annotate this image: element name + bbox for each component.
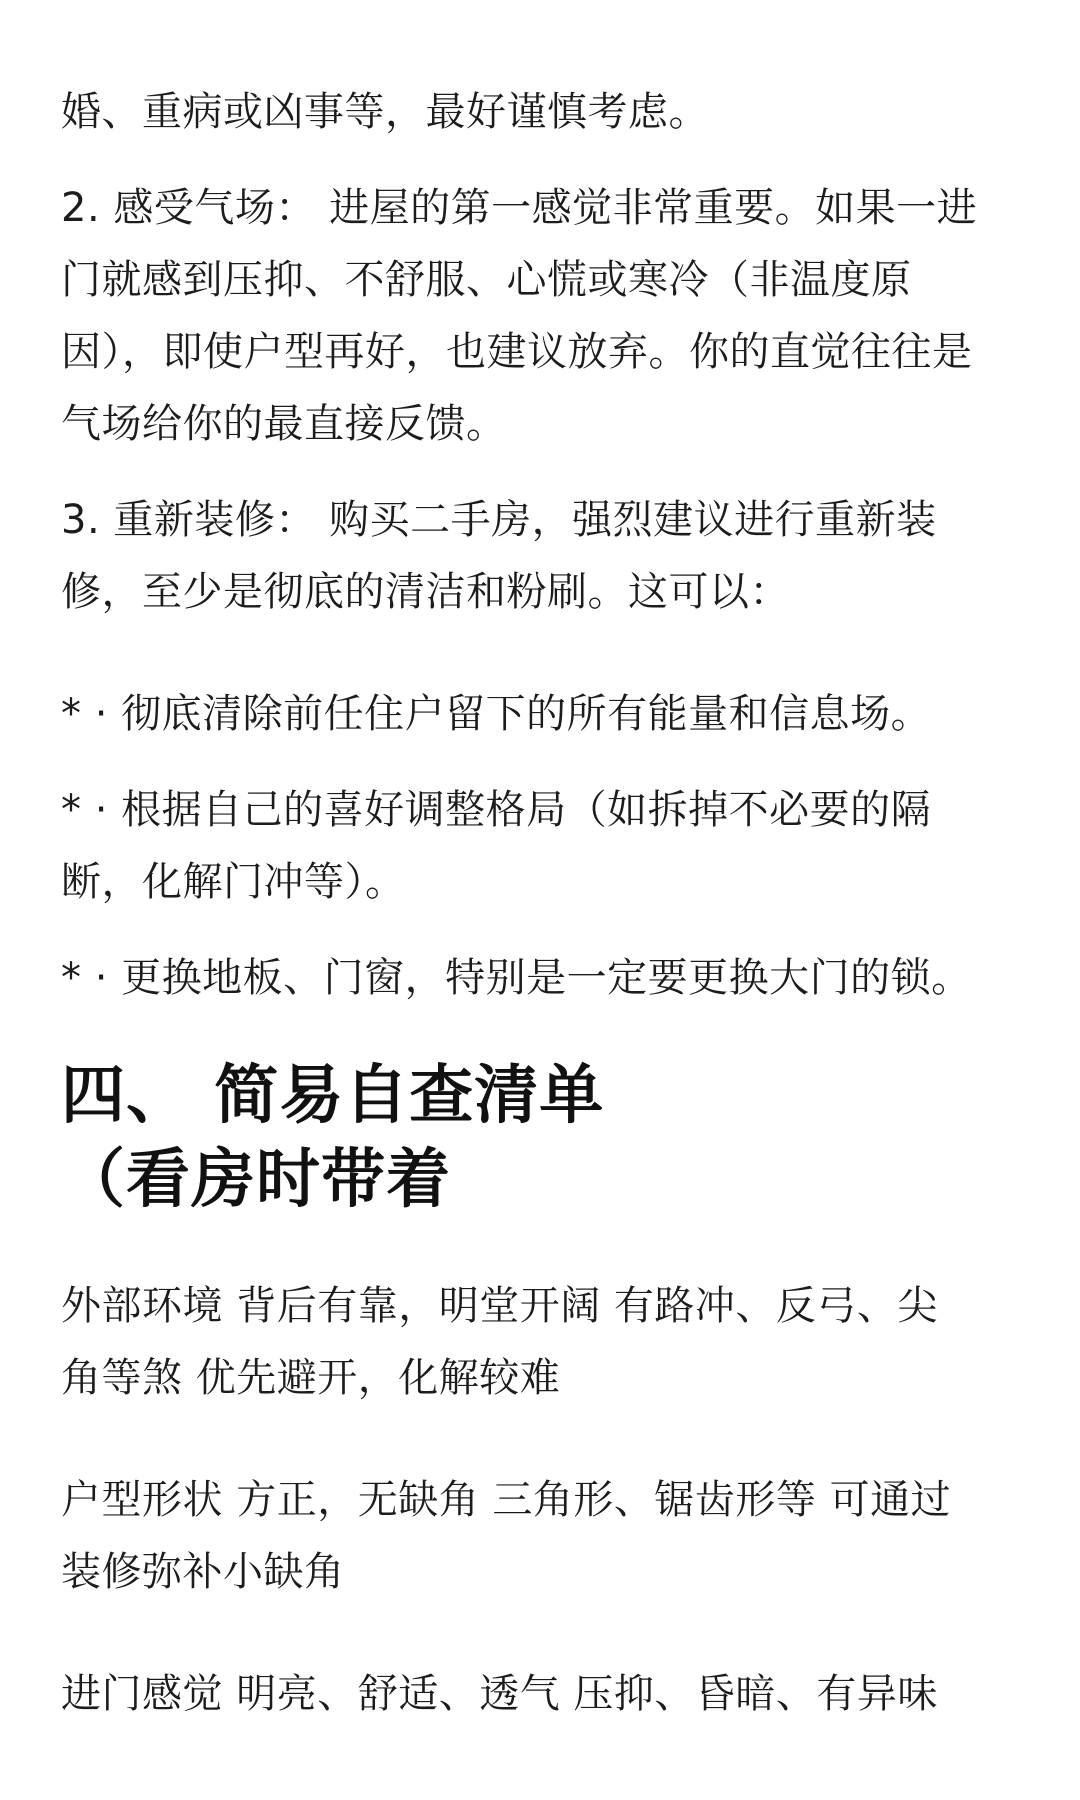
- text-line: 户型形状 方正，无缺角 三角形、锯齿形等 可通过: [61, 1477, 952, 1523]
- text-line: 进门感觉 明亮、舒适、透气 压抑、昏暗、有异味: [61, 1671, 938, 1717]
- text-line: 婚、重病或凶事等，最好谨慎考虑。: [61, 89, 709, 135]
- heading-line: （看房时带着: [61, 1143, 451, 1217]
- heading-line: 四、 简易自查清单: [61, 1059, 605, 1133]
- text-line: * · 彻底清除前任住户留下的所有能量和信息场。: [61, 691, 932, 737]
- text-line: 修，至少是彻底的清洁和粉刷。这可以：: [61, 569, 790, 615]
- checklist-entry-feeling: [61, 1658, 1041, 1730]
- text-line: 角等煞 优先避开，化解较难: [61, 1355, 561, 1401]
- text-line: 气场给你的最直接反馈。: [61, 401, 507, 447]
- paragraph-renovation: [61, 484, 1041, 628]
- bullet-clear-energy: [61, 678, 1041, 750]
- text-line: 因），即使户型再好，也建议放弃。你的直觉往往是: [61, 329, 973, 375]
- checklist-external-environment: [61, 1270, 1041, 1414]
- text-line: 2. 感受气场： 进屋的第一感觉非常重要。如果一进: [61, 185, 978, 231]
- checklist-layout-shape: [61, 1464, 1041, 1608]
- text-line: 装修弥补小缺角: [61, 1549, 345, 1595]
- text-line: 外部环境 背后有靠，明堂开阔 有路冲、反弓、尖: [61, 1283, 938, 1329]
- paragraph-feel-energy: [61, 172, 1041, 460]
- section-heading-checklist: [61, 1054, 1041, 1222]
- bullet-adjust-layout: [61, 774, 1041, 918]
- text-line: * · 根据自己的喜好调整格局（如拆掉不必要的隔: [61, 787, 932, 833]
- text-line: * · 更换地板、门窗，特别是一定要更换大门的锁。: [61, 955, 972, 1001]
- bullet-replace-lock: [61, 942, 1041, 1014]
- article-body: [61, 0, 1041, 1730]
- text-line: 门就感到压抑、不舒服、心慌或寒冷（非温度原: [61, 257, 912, 303]
- text-line: 断，化解门冲等）。: [61, 859, 406, 905]
- paragraph-marriage: [61, 76, 1041, 148]
- text-line: 3. 重新装修： 购买二手房，强烈建议进行重新装: [61, 497, 937, 543]
